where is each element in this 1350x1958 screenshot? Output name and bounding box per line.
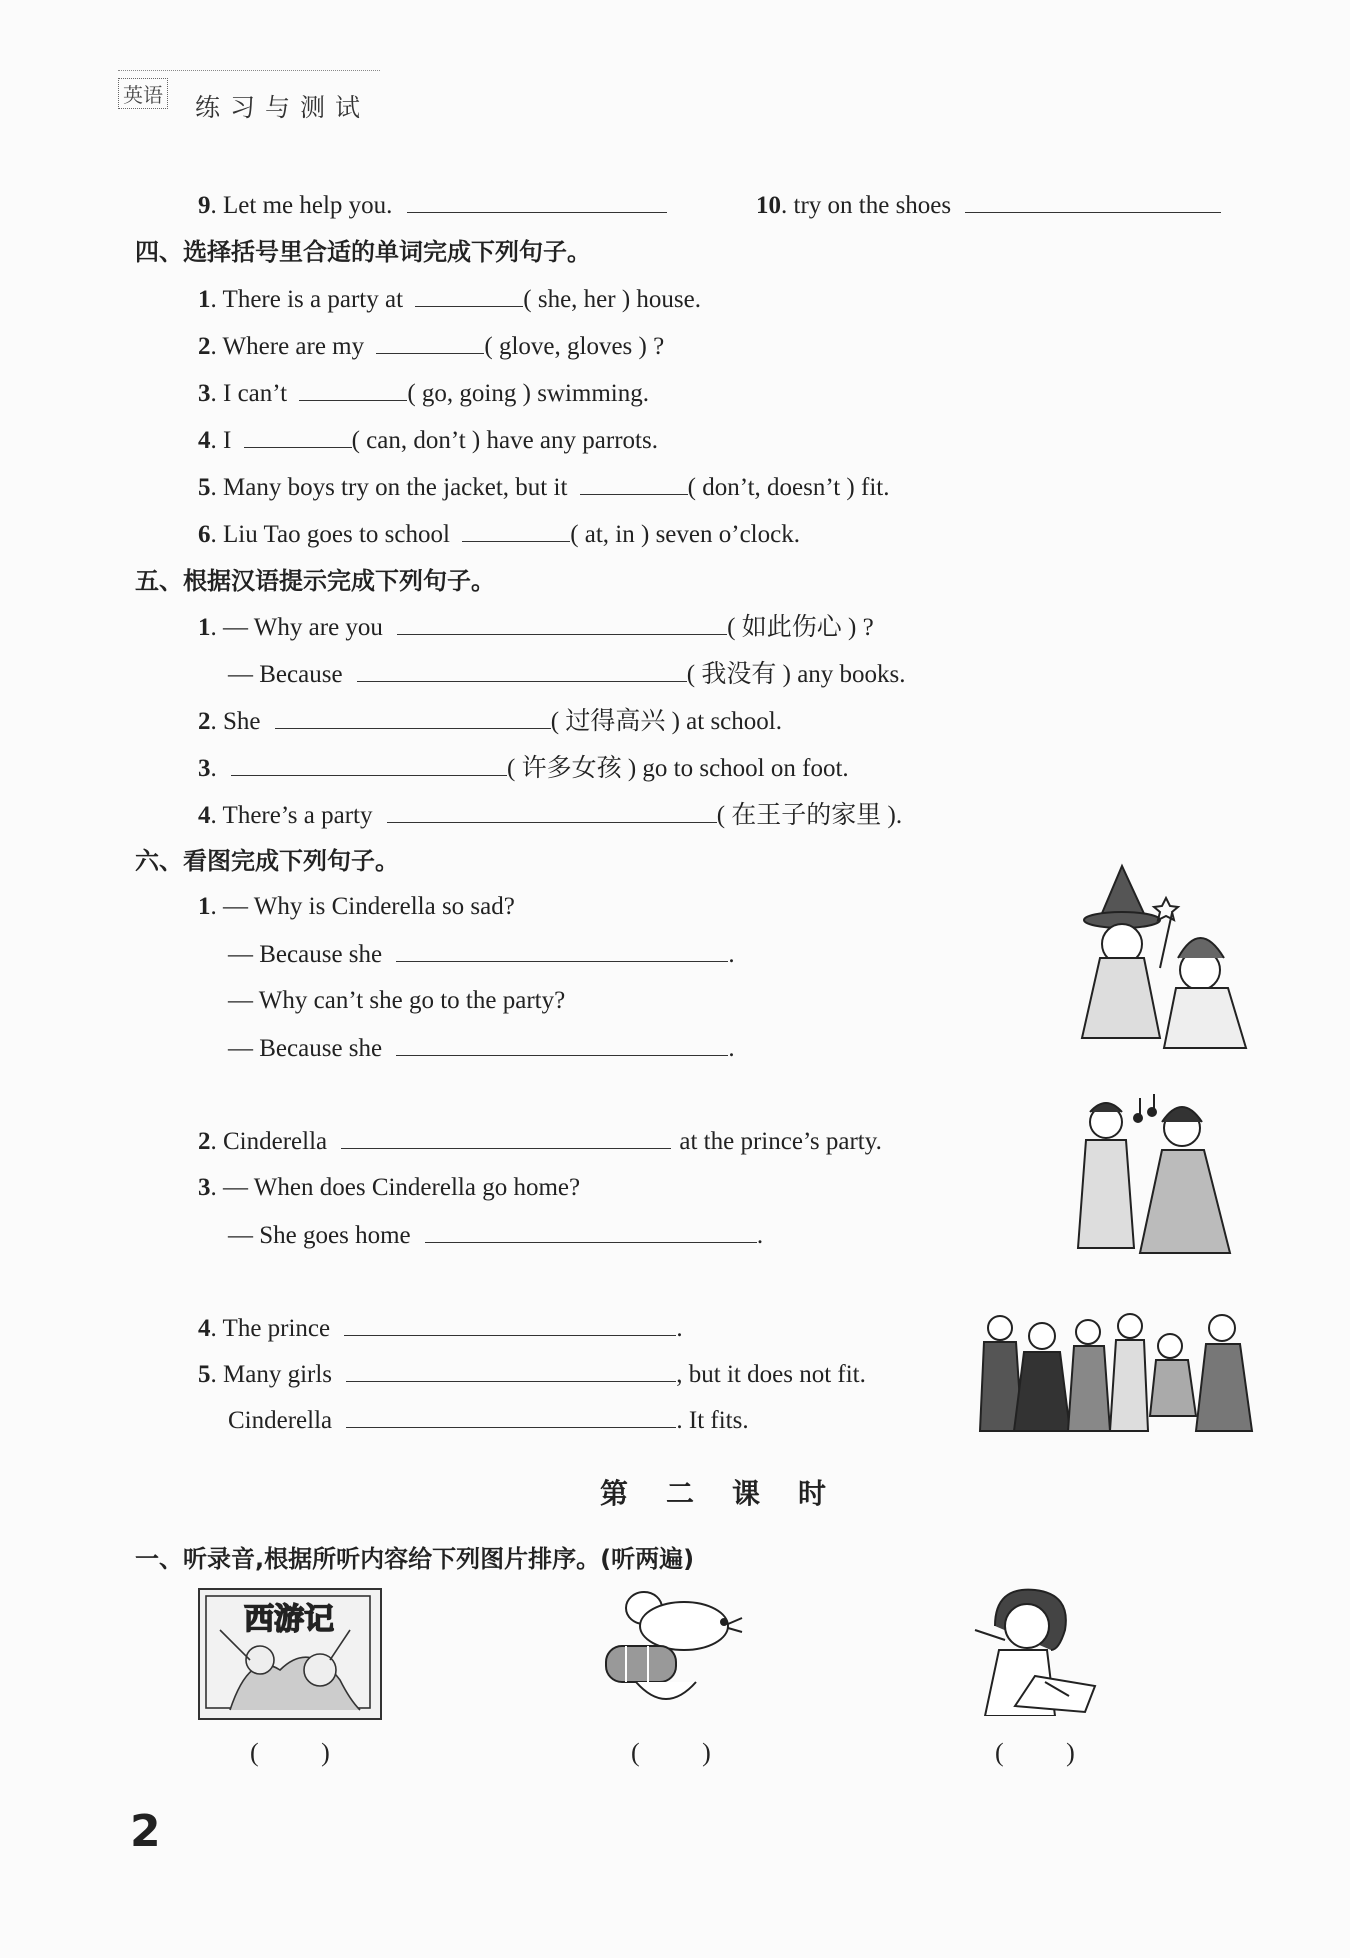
answer-blank[interactable] — [425, 1220, 757, 1243]
s4-item-1: 1. There is a party at ( she, her ) house. — [198, 286, 702, 313]
dancing-prince-cinderella-illustration — [1050, 1088, 1260, 1258]
answer-blank[interactable] — [462, 519, 570, 542]
mouse-with-sleeping-bag-picture — [596, 1586, 746, 1716]
answer-blank[interactable] — [341, 1126, 671, 1149]
journey-west-book-picture — [198, 1588, 382, 1720]
s6-q4: 4. The prince . — [198, 1315, 683, 1342]
s5-item-1b: — Because ( 我没有 ) any books. — [228, 661, 906, 688]
lesson-title: 第二课时 — [600, 1477, 865, 1510]
section4-title: 四、选择括号里合适的单词完成下列句子。 — [135, 238, 591, 266]
s5-item-4: 4. There’s a party ( 在王子的家里 ). — [198, 802, 903, 829]
answer-paren-3[interactable]: ( ) — [995, 1738, 1103, 1767]
girl-drawing-picture — [955, 1586, 1105, 1716]
answer-blank[interactable] — [275, 706, 551, 729]
answer-blank[interactable] — [396, 1033, 728, 1056]
page-number: 2 — [130, 1806, 161, 1857]
s6-q3-line1: 3. — When does Cinderella go home? — [198, 1174, 581, 1201]
s6-q5-line2: Cinderella . It fits. — [228, 1407, 749, 1434]
answer-blank[interactable] — [231, 753, 507, 776]
fairy-cinderella-illustration — [1060, 858, 1260, 1058]
answer-blank[interactable] — [357, 659, 687, 682]
s5-item-3: 3. ( 许多女孩 ) go to school on foot. — [198, 755, 849, 782]
answer-blank[interactable] — [346, 1359, 676, 1382]
s6-q1-line3: — Why can’t she go to the party? — [228, 987, 566, 1014]
s6-q2: 2. Cinderella at the prince’s party. — [198, 1128, 882, 1155]
answer-blank[interactable] — [407, 190, 667, 213]
section5-title: 五、根据汉语提示完成下列句子。 — [135, 567, 495, 595]
s6-q1-line1: 1. — Why is Cinderella so sad? — [198, 893, 515, 920]
header-rule — [118, 70, 380, 71]
s6-q1-line4: — Because she . — [228, 1035, 735, 1062]
answer-blank[interactable] — [580, 472, 688, 495]
s4-item-6: 6. Liu Tao goes to school ( at, in ) seven o’clock. — [198, 521, 800, 548]
answer-blank[interactable] — [415, 284, 523, 307]
answer-blank[interactable] — [387, 800, 717, 823]
answer-blank[interactable] — [376, 331, 484, 354]
book-title: 练习与测试 — [195, 93, 371, 122]
s6-q3-line2: — She goes home . — [228, 1222, 764, 1249]
s4-item-2: 2. Where are my ( glove, gloves ) ? — [198, 333, 665, 360]
answer-paren-2[interactable]: ( ) — [631, 1738, 739, 1767]
s4-item-4: 4. I ( can, don’t ) have any parrots. — [198, 427, 658, 454]
answer-blank[interactable] — [346, 1405, 676, 1428]
girls-trying-shoe-illustration — [970, 1306, 1260, 1436]
subject-tag: 英语 — [118, 78, 168, 109]
answer-blank[interactable] — [965, 190, 1221, 213]
answer-blank[interactable] — [299, 378, 407, 401]
lesson2-part1-title: 一、听录音,根据所听内容给下列图片排序。(听两遍) — [135, 1545, 695, 1573]
s6-q1-line2: — Because she . — [228, 941, 735, 968]
book-title-text: 西游记 — [244, 1602, 334, 1637]
s6-q5: 5. Many girls , but it does not fit. — [198, 1361, 866, 1388]
answer-blank[interactable] — [397, 612, 727, 635]
s4-item-5: 5. Many boys try on the jacket, but it ( don’t, doesn’t ) fit. — [198, 474, 890, 501]
answer-blank[interactable] — [344, 1313, 676, 1336]
question-10: 10. try on the shoes — [756, 190, 1221, 221]
answer-paren-1[interactable]: ( ) — [250, 1738, 358, 1767]
section6-title: 六、看图完成下列句子。 — [135, 847, 399, 875]
answer-blank[interactable] — [244, 425, 352, 448]
answer-blank[interactable] — [396, 939, 728, 962]
question-9: 9. Let me help you. — [198, 190, 667, 221]
s4-item-3: 3. I can’t ( go, going ) swimming. — [198, 380, 650, 407]
s5-item-1: 1. — Why are you ( 如此伤心 ) ? — [198, 614, 874, 641]
s5-item-2: 2. She ( 过得高兴 ) at school. — [198, 708, 782, 735]
